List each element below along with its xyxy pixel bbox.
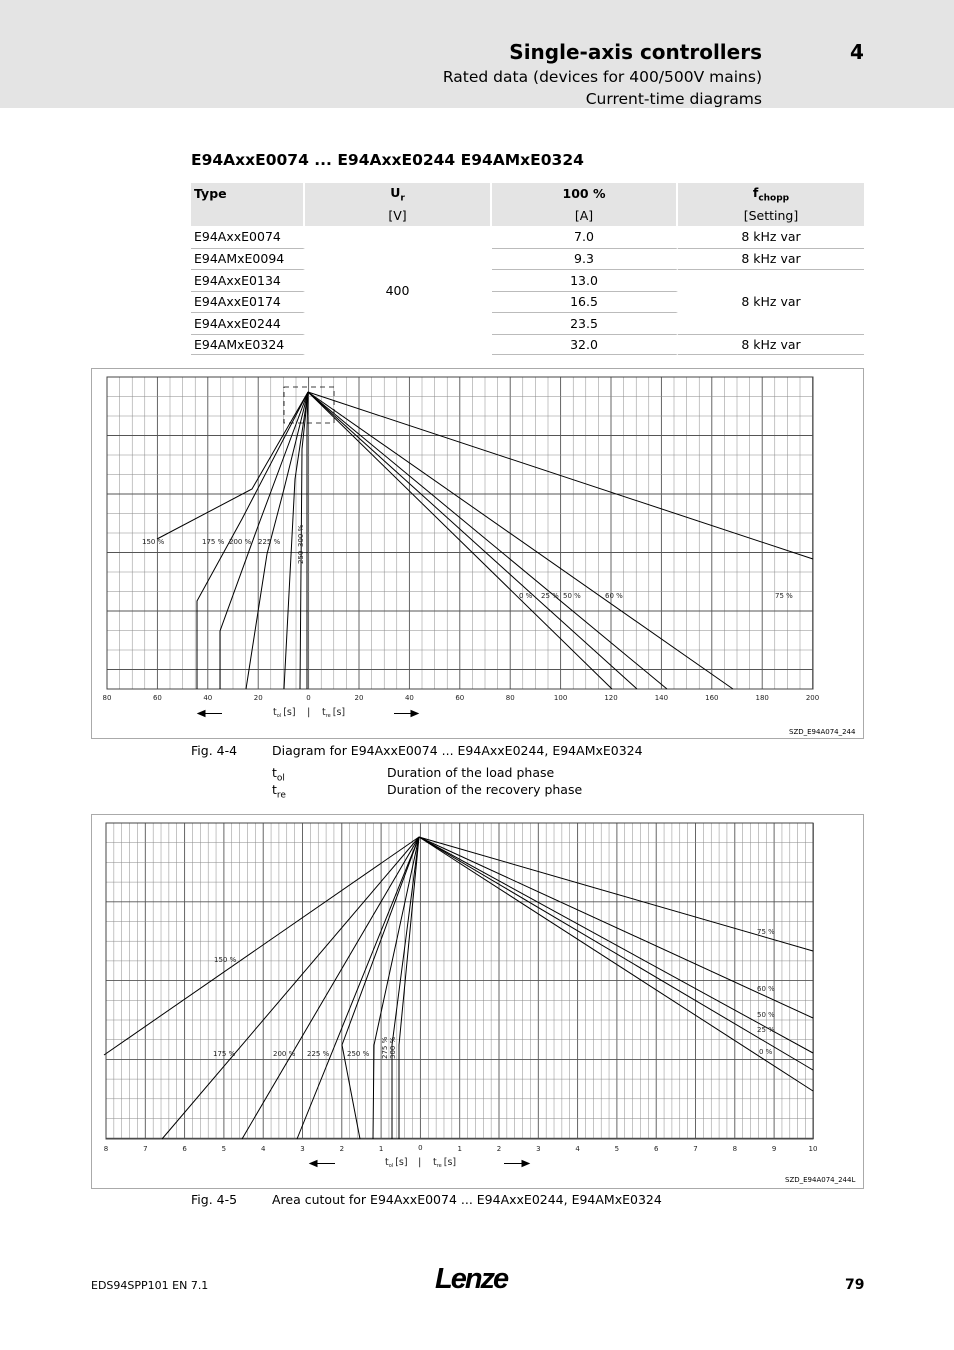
axis-caption	[273, 707, 345, 719]
right-arrow-icon	[504, 1161, 529, 1167]
curve	[307, 392, 308, 689]
curve-label: 275 %	[381, 1036, 389, 1059]
page-number: 79	[845, 1277, 865, 1293]
tick-label: 60	[152, 694, 162, 702]
tick-label: 180	[755, 694, 769, 702]
page-subtitle-2: Current-time diagrams	[585, 90, 762, 108]
cell-amps: 9.3	[492, 248, 678, 270]
curve-label: 225 %	[258, 538, 281, 546]
tick-label: 60	[455, 694, 465, 702]
cell-amps: 7.0	[492, 226, 678, 248]
tick-label: 140	[654, 694, 669, 702]
area-cutout-diagram	[91, 814, 864, 1189]
legend-symbol: $t_{re}$	[272, 782, 286, 801]
tick-label: 6	[182, 1145, 187, 1153]
tick-label: 5	[221, 1145, 227, 1153]
figure-caption: Area cutout for E94AxxE0074 ... E94AxxE0244, E94AMxE0324	[272, 1192, 662, 1207]
curve-label: 0 %	[759, 1048, 773, 1056]
curve-label: 50 %	[757, 1011, 775, 1019]
diagram-code: SZD_E94A074_244	[789, 728, 856, 736]
tick-label: 0	[306, 694, 311, 702]
curve-label: 200 %	[229, 538, 252, 546]
legend-symbol: $t_{ol}$	[272, 765, 285, 784]
header-type: Type	[191, 183, 305, 205]
tick-label: 3	[300, 1145, 305, 1153]
cell-fchopp: 8 kHz var	[678, 334, 864, 356]
curve-label: 175 %	[213, 1050, 236, 1058]
svg-text:tre[s]: $t_{re}$ [s]	[322, 707, 346, 719]
diagram-plot	[92, 369, 865, 740]
cell-amps: 23.5	[492, 312, 678, 334]
cell-type: E94AxxE0244	[191, 312, 305, 334]
header-blank	[191, 205, 305, 227]
lenze-logo	[434, 1262, 516, 1298]
unit-setting: [Setting]	[678, 205, 864, 227]
curve-label: 225 %	[307, 1050, 330, 1058]
tick-label: 20	[354, 694, 364, 702]
table-row	[191, 334, 864, 356]
curve-label: 75 %	[757, 928, 775, 936]
curve	[419, 837, 813, 1070]
figure-number: Fig. 4-4	[191, 743, 238, 758]
brand-logo-text: Lenze	[435, 1263, 508, 1294]
curve-label: 0 %	[519, 592, 533, 600]
document-id: EDS94SPP101 EN 7.1	[91, 1279, 209, 1292]
table-row	[191, 269, 864, 291]
tick-label: 100	[553, 694, 568, 702]
curve	[419, 837, 813, 1091]
diagram-plot	[92, 815, 865, 1190]
cell-amps: 13.0	[492, 269, 678, 291]
svg-text:tre[s]: $t_{re}$ [s]	[433, 1157, 457, 1169]
tick-label: 80	[102, 694, 112, 702]
curve-label: 150 %	[214, 956, 237, 964]
svg-text:|: |	[307, 707, 311, 718]
left-arrow-icon	[310, 1161, 335, 1167]
tick-label: 10	[808, 1145, 818, 1153]
tick-label: 80	[505, 694, 515, 702]
page-subtitle-1: Rated data (devices for 400/500V mains)	[442, 68, 762, 86]
tick-label: 40	[404, 694, 414, 702]
curve-label: 25 %	[757, 1026, 775, 1034]
tick-label: 1	[457, 1145, 462, 1153]
left-arrow-icon	[198, 711, 222, 717]
cell-fchopp: 8 kHz var	[678, 248, 864, 270]
curve	[308, 392, 667, 689]
tick-label: 8	[732, 1145, 738, 1153]
tick-label: 40	[203, 694, 213, 702]
tick-label: 7	[143, 1145, 148, 1153]
cell-voltage: 400	[305, 226, 492, 355]
curve-label: 250 %	[347, 1050, 370, 1058]
header-band	[0, 0, 954, 108]
section-title: E94AxxE0074 ... E94AxxE0244 E94AMxE0324	[191, 151, 584, 169]
cell-fchopp-merged: 8 kHz var	[678, 269, 864, 334]
cell-type: E94AMxE0094	[191, 248, 305, 270]
table-unit-row	[191, 205, 864, 227]
curve-label: 60 %	[605, 592, 623, 600]
cell-type: E94AxxE0174	[191, 291, 305, 313]
page-title: Single-axis controllers	[509, 40, 762, 64]
cell-fchopp: 8 kHz var	[741, 229, 801, 245]
curve-label: 75 %	[775, 592, 793, 600]
tick-label: 160	[705, 694, 719, 702]
cell-amps: 16.5	[492, 291, 678, 313]
right-arrow-icon	[394, 711, 418, 717]
tick-label: 200	[805, 694, 820, 702]
figure-number: Fig. 4-5	[191, 1192, 238, 1207]
curve	[419, 837, 813, 1053]
curve-label: 60 %	[757, 985, 775, 993]
curve	[157, 392, 308, 539]
tick-label: 20	[253, 694, 263, 702]
header-fchopp: $f_{chopp}$	[678, 183, 864, 205]
tick-label: 3	[536, 1145, 541, 1153]
tick-label: 0	[418, 1144, 423, 1152]
svg-text:tol[s]: $t_{ol}$ [s]	[385, 1157, 408, 1169]
tick-label: 5	[614, 1145, 620, 1153]
table-row	[191, 248, 864, 270]
curve-label: 250	[297, 550, 305, 564]
curve-label: 200 %	[273, 1050, 296, 1058]
table-header-row	[191, 183, 864, 205]
axis-caption	[385, 1157, 456, 1169]
legend-text: Duration of the recovery phase	[387, 782, 583, 797]
tick-label: 7	[693, 1145, 698, 1153]
curve-label: 25 %	[541, 592, 559, 600]
cell-type: E94AxxE0134	[191, 269, 305, 291]
curve	[419, 837, 813, 1018]
cell-amps: 32.0	[492, 334, 678, 356]
current-time-diagram	[91, 368, 864, 739]
header-rated-current: 100 %	[492, 183, 678, 205]
figure-caption: Diagram for E94AxxE0074 ... E94AxxE0244, E94AMxE0324	[272, 743, 643, 758]
tick-label: 4	[575, 1145, 580, 1153]
curve-label: 150 %	[142, 538, 165, 546]
table-row	[191, 226, 864, 248]
chapter-number: 4	[850, 40, 864, 64]
legend-text: Duration of the load phase	[387, 765, 555, 780]
curve-label: 175 %	[202, 538, 225, 546]
tick-label: 6	[653, 1145, 659, 1153]
svg-text:tol[s]: $t_{ol}$ [s]	[273, 707, 296, 719]
curve	[419, 837, 813, 951]
unit-volts: [V]	[305, 205, 492, 227]
tick-label: 9	[771, 1145, 777, 1153]
tick-label: 1	[378, 1145, 384, 1153]
curve-label: 50 %	[563, 592, 581, 600]
header-ur: $U_r$	[305, 183, 492, 205]
cell-type: E94AMxE0324	[191, 334, 305, 356]
curve-label: 300 %	[389, 1036, 397, 1059]
rated-data-table	[191, 183, 864, 355]
tick-label: 2	[339, 1145, 345, 1153]
diagram-code: SZD_E94A074_244L	[785, 1176, 856, 1184]
curve-label: 300 %	[297, 524, 305, 547]
tick-label: 8	[103, 1145, 109, 1153]
svg-text:|: |	[418, 1157, 422, 1168]
tick-label: 4	[260, 1145, 266, 1153]
cell-type: E94AxxE0074	[191, 226, 305, 248]
unit-amps: [A]	[492, 205, 678, 227]
tick-label: 120	[604, 694, 618, 702]
tick-label: 2	[496, 1145, 502, 1153]
